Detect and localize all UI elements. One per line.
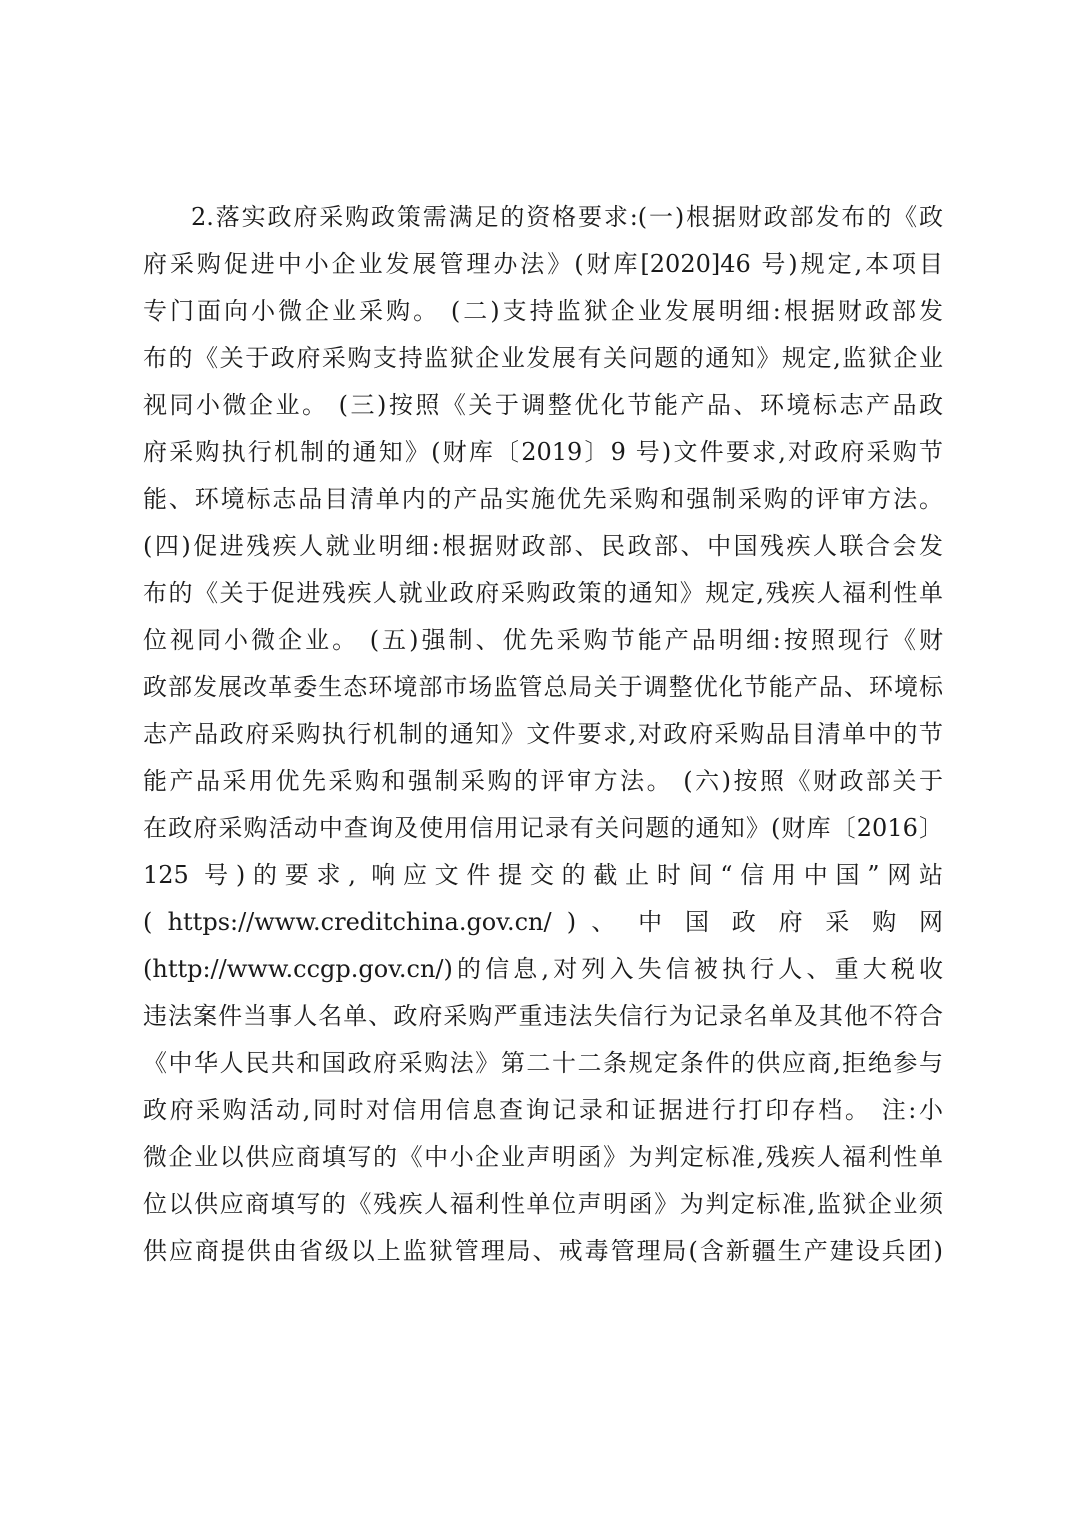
text-line: 违法案件当事人名单、政府采购严重违法失信行为记录名单及其他不符合	[143, 1002, 943, 1030]
text-line: 布的《关于政府采购支持监狱企业发展有关问题的通知》规定,监狱企业	[143, 344, 943, 372]
text-line: 能产品采用优先采购和强制采购的评审方法。 (六)按照《财政部关于	[143, 767, 943, 795]
text-line: 《中华人民共和国政府采购法》第二十二条规定条件的供应商,拒绝参与	[143, 1049, 943, 1077]
text-line: 视同小微企业。 (三)按照《关于调整优化节能产品、环境标志产品政	[143, 391, 943, 419]
text-line: 微企业以供应商填写的《中小企业声明函》为判定标准,残疾人福利性单	[143, 1143, 943, 1171]
text-line: 政府采购活动,同时对信用信息查询记录和证据进行打印存档。 注:小	[143, 1096, 943, 1124]
text-line: 在政府采购活动中查询及使用信用记录有关问题的通知》(财库〔2016〕	[143, 814, 943, 842]
text-line: 政部发展改革委生态环境部市场监管总局关于调整优化节能产品、环境标	[143, 673, 943, 701]
text-line: (四)促进残疾人就业明细:根据财政部、民政部、中国残疾人联合会发	[143, 532, 943, 560]
text-line: (http://www.ccgp.gov.cn/)的信息,对列入失信被执行人、重大税收	[143, 955, 943, 983]
text-line: 能、环境标志品目清单内的产品实施优先采购和强制采购的评审方法。	[143, 485, 943, 513]
text-line: ( https://www.creditchina.gov.cn/ ) 、 中 国 政 府 采 购 网	[143, 908, 943, 936]
text-line: 志产品政府采购执行机制的通知》文件要求,对政府采购品目清单中的节	[143, 720, 943, 748]
text-line: 供应商提供由省级以上监狱管理局、戒毒管理局(含新疆生产建设兵团)	[143, 1237, 943, 1265]
text-line: 位视同小微企业。 (五)强制、优先采购节能产品明细:按照现行《财	[143, 626, 943, 654]
text-line: 布的《关于促进残疾人就业政府采购政策的通知》规定,残疾人福利性单	[143, 579, 943, 607]
text-line: 125 号)的要求, 响应文件提交的截止时间“信用中国”网站	[143, 861, 943, 889]
body-paragraph	[143, 194, 943, 1275]
text-line: 专门面向小微企业采购。 (二)支持监狱企业发展明细:根据财政部发	[143, 297, 943, 325]
text-line: 位以供应商填写的《残疾人福利性单位声明函》为判定标准,监狱企业须	[143, 1190, 943, 1218]
text-line: 2.落实政府采购政策需满足的资格要求:(一)根据财政部发布的《政	[191, 203, 943, 231]
text-line: 府采购促进中小企业发展管理办法》(财库[2020]46 号)规定,本项目	[143, 250, 943, 278]
text-line: 府采购执行机制的通知》(财库〔2019〕9 号)文件要求,对政府采购节	[143, 438, 943, 466]
